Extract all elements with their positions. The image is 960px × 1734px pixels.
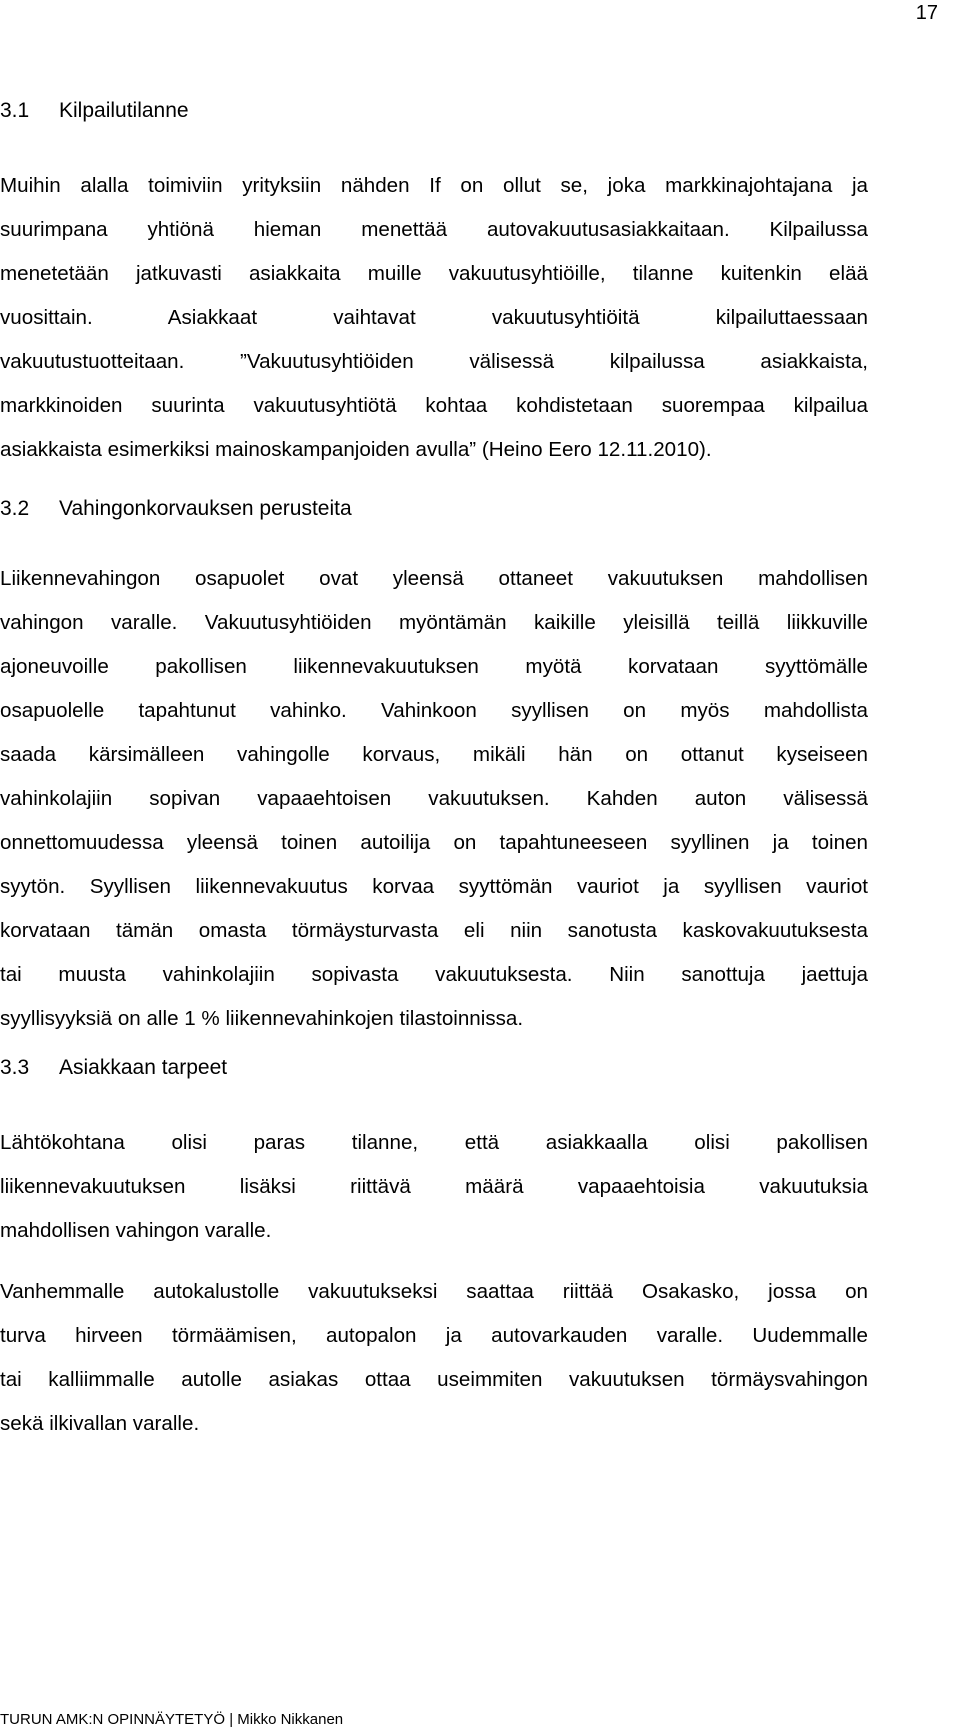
text-line: suurimpana yhtiönä hieman menettää autovakuutusasiakkaitaan. Kilpailussa: [0, 218, 868, 241]
text-line: turva hirveen törmäämisen, autopalon ja autovarkauden varalle. Uudemmalle: [0, 1324, 868, 1347]
paragraph: [0, 1270, 868, 1446]
text-line: markkinoiden suurinta vakuutusyhtiötä kohtaa kohdistetaan suorempaa kilpailua: [0, 394, 868, 417]
section-heading: [0, 99, 189, 123]
section-number: 3.1: [0, 99, 30, 122]
text-line: Lähtökohtana olisi paras tilanne, että asiakkaalla olisi pakollisen: [0, 1131, 868, 1154]
section-title: Kilpailutilanne: [59, 99, 189, 122]
text-line: osapuolelle tapahtunut vahinko. Vahinkoon syyllisen on myös mahdollista: [0, 699, 868, 722]
text-line: mahdollisen vahingon varalle.: [0, 1219, 272, 1242]
section-title: Asiakkaan tarpeet: [59, 1056, 228, 1079]
text-line: vahingon varalle. Vakuutusyhtiöiden myöntämän kaikille yleisillä teillä liikkuville: [0, 611, 868, 634]
text-line: vahinkolajiin sopivan vapaaehtoisen vakuutuksen. Kahden auton välisessä: [0, 787, 868, 810]
text-line: syyllisyyksiä on alle 1 % liikennevahinkojen tilastoinnissa.: [0, 1007, 524, 1030]
text-line: korvataan tämän omasta törmäysturvasta eli niin sanotusta kaskovakuutuksesta: [0, 919, 868, 942]
text-line: syytön. Syyllisen liikennevakuutus korvaa syyttömän vauriot ja syyllisen vauriot: [0, 875, 868, 898]
section-number: 3.2: [0, 497, 30, 520]
text-line: Liikennevahingon osapuolet ovat yleensä ottaneet vakuutuksen mahdollisen: [0, 567, 868, 590]
text-line: onnettomuudessa yleensä toinen autoilija on tapahtuneeseen syyllinen ja toinen: [0, 831, 868, 854]
text-line: Vanhemmalle autokalustolle vakuutukseksi saattaa riittää Osakasko, jossa on: [0, 1280, 868, 1303]
text-line: vuosittain. Asiakkaat vaihtavat vakuutusyhtiöitä kilpailuttaessaan: [0, 306, 868, 329]
page-number: 17: [915, 2, 938, 24]
text-line: ajoneuvoille pakollisen liikennevakuutuksen myötä korvataan syyttömälle: [0, 655, 868, 678]
text-line: Muihin alalla toimiviin yrityksiin nähden If on ollut se, joka markkinajohtajana ja: [0, 174, 868, 197]
text-line: saada kärsimälleen vahingolle korvaus, mikäli hän on ottanut kyseiseen: [0, 743, 868, 766]
paragraph: [0, 164, 868, 472]
text-line: asiakkaista esimerkiksi mainoskampanjoiden avulla” (Heino Eero 12.11.2010).: [0, 438, 712, 461]
section-heading: [0, 497, 352, 521]
paragraph: [0, 1121, 868, 1253]
page-footer: TURUN AMK:N OPINNÄYTETYÖ | Mikko Nikkanen: [0, 1711, 344, 1728]
text-line: tai muusta vahinkolajiin sopivasta vakuutuksesta. Niin sanottuja jaettuja: [0, 963, 868, 986]
text-line: liikennevakuutuksen lisäksi riittävä määrä vapaaehtoisia vakuutuksia: [0, 1175, 868, 1198]
section-heading: [0, 1056, 227, 1080]
section-title: Vahingonkorvauksen perusteita: [59, 497, 352, 520]
text-line: menetetään jatkuvasti asiakkaita muille vakuutusyhtiöille, tilanne kuitenkin elää: [0, 262, 868, 285]
text-line: sekä ilkivallan varalle.: [0, 1412, 200, 1435]
text-line: vakuutustuotteitaan. ”Vakuutusyhtiöiden välisessä kilpailussa asiakkaista,: [0, 350, 868, 373]
section-number: 3.3: [0, 1056, 30, 1079]
text-line: tai kalliimmalle autolle asiakas ottaa useimmiten vakuutuksen törmäysvahingon: [0, 1368, 868, 1391]
paragraph: [0, 557, 868, 1041]
